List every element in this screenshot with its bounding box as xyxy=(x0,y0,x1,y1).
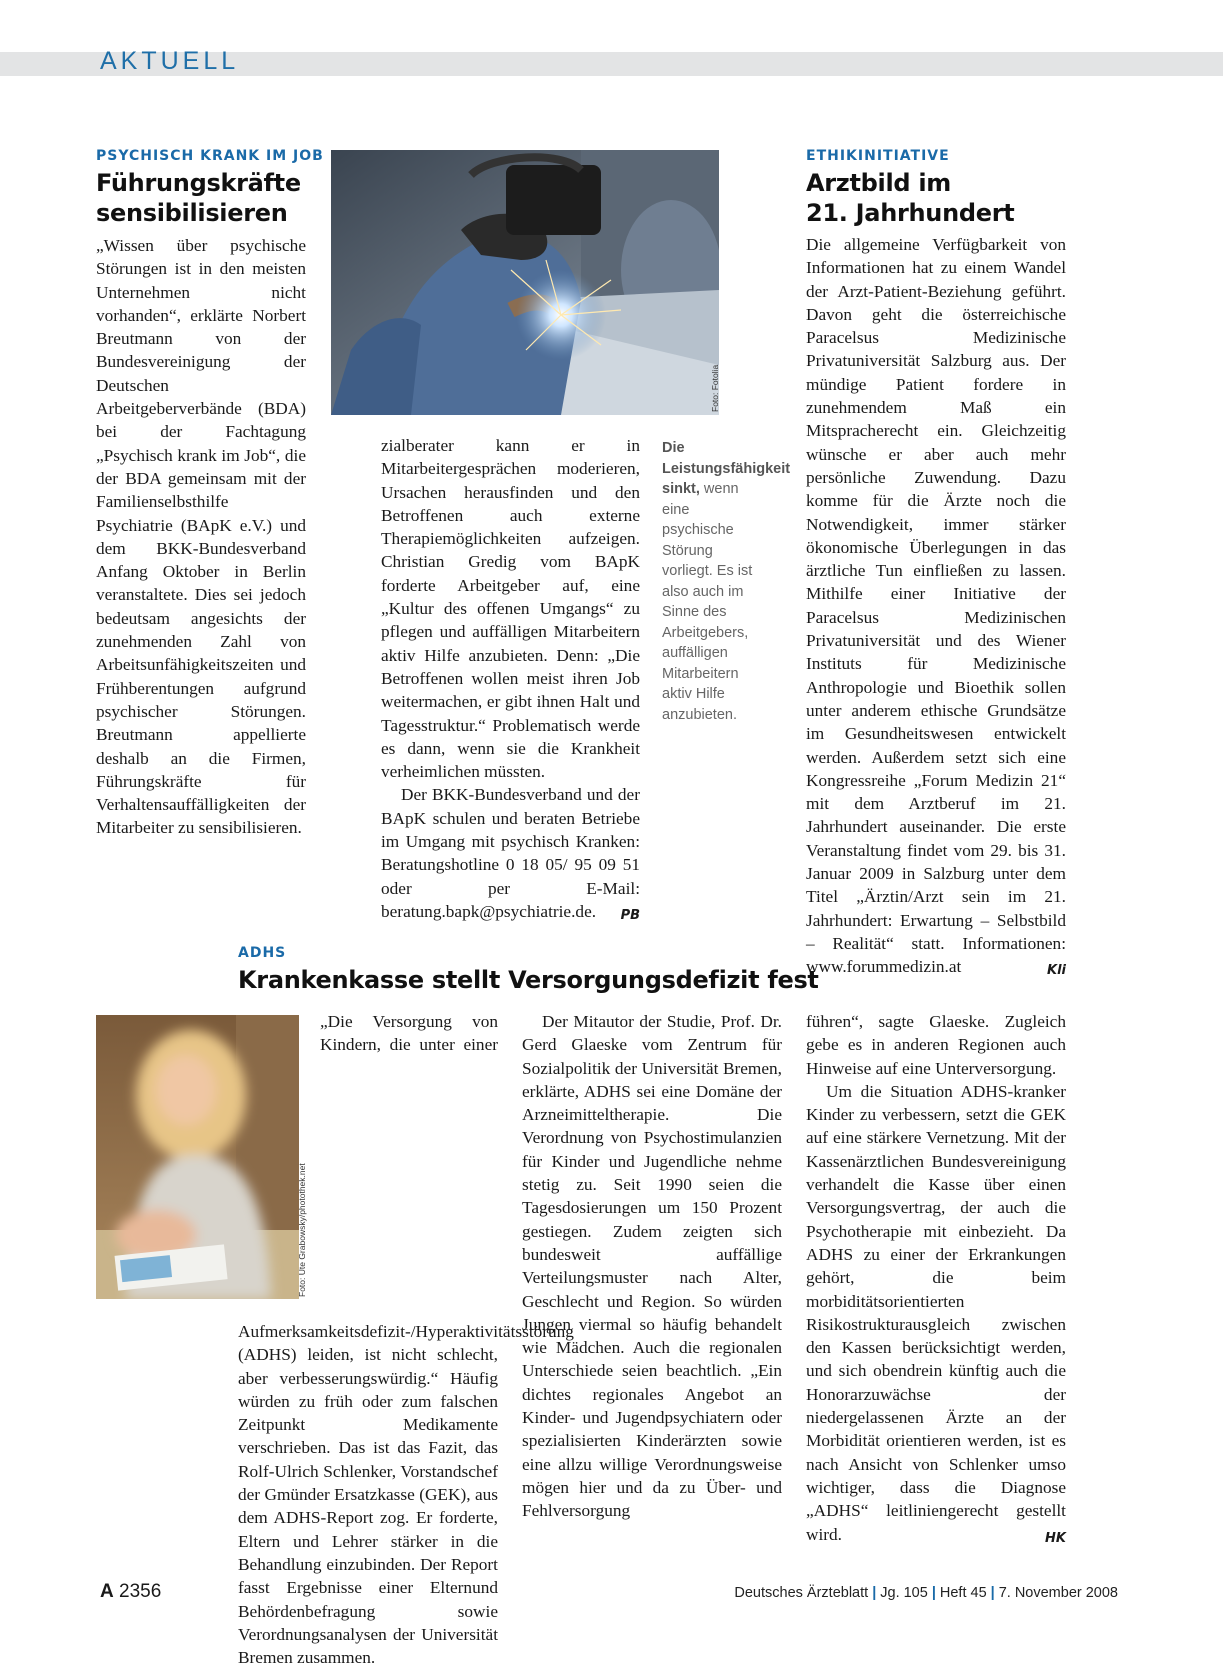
article3-headline: Krankenkasse stellt Versorgungsdefizit fest xyxy=(238,966,819,994)
article1-photo-credit: Foto: Fotolia xyxy=(710,364,720,412)
page-number-value: 2356 xyxy=(119,1581,162,1602)
article2-body xyxy=(806,233,1066,983)
article1-col2-p1: zialberater kann er in Mitarbeitergesprächen moderieren, Ursachen herausfinden und den Betroffenen auch externe Therapiemöglichkeiten aufzeigen. Christian Gredig vom BApK forderte Arbeitgeber auf, eine „Kultur des offenen Umgangs“ zu pflegen und auffälligen Mitarbeitern aktiv Hilfe anzubieten. Denn: „Die Betroffenen wollen meist ihren Job weitermachen, er gibt ihnen Halt und Tagesstruktur.“ Problematisch werde es dann, wenn sie die Krankheit verheimlichen müssten. xyxy=(381,436,640,782)
article3-col1-text: „Die Versorgung von Kindern, die unter einer Aufmerksamkeitsdefizit-/Hyperaktivitätsstörung (ADHS) leiden, ist nicht schlecht, aber verbesserungswürdig.“ Häufig würden zu früh oder zum falschen Zeitpunkt Medikamente verschrieben. Das ist das Fazit, das Rolf-Ulrich Schlenker, Vorstandschef der Gmünder Ersatzkasse (GEK), aus dem ADHS-Report zog. Er forderte, Eltern und Lehrer stärker in die Behandlung einzubinden. Der Report fasst Ergebnisse einer Elternund Behördenbefragung sowie Verordnungsanalysen der Universität Bremen zusammen. xyxy=(238,1012,574,1668)
article2-text-body: Die allgemeine Verfügbarkeit von Informationen hat zu einem Wandel der Arzt-Patient-Beziehung geführt. Davon geht die österreichische Paracelsus Medizinische Privatuniversität Salzburg aus. Der mündige Patient fordere in zunehmendem Maß ein Mitspracherecht ein. Gleichzeitig wünsche er aber auch mehr persönliche Zuwendung. Dazu komme für die Ärzte noch die Notwendigkeit, immer stärker ökonomische Überlegungen in das ärztliche Tun einfließen zu lassen. Mithilfe einer Initiative der Paracelsus Medizinischen Privatuniversität und des Wiener Instituts für Medizinische Anthropologie und Bioethik sollen unter anderem ethische Grundsätze im Gesundheitswesen entwickelt werden. Außerdem setzt sich eine Kongressreihe „Forum Medizin 21“ mit dem Arztberuf im 21. Jahrhundert auseinander. Die erste Veranstaltung findet vom 29. bis 31. Januar 2009 in Salzburg unter dem Titel „Ärztin/Arzt sein im 21. Jahrhundert: Erwartung – Selbstbild – Realität“ statt. Informationen: www.forummedizin.at xyxy=(806,235,1066,977)
article3-column1 xyxy=(238,1010,574,1669)
journal-issue: Heft 45 xyxy=(939,1585,987,1601)
separator-3: | xyxy=(990,1585,995,1601)
article2-author: Kli xyxy=(1047,963,1066,979)
article3-col2-text: Der Mitautor der Studie, Prof. Dr. Gerd Glaeske vom Zentrum für Sozialpolitik der Universität Bremen, erklärte, ADHS sei eine Domäne der Arzneimitteltherapie. Die Verordnung von Psychostimulanzien für Kinder und Jugendliche nehme stetig zu. Seit 1990 seien die Tagesdosierungen um 150 Prozent gestiegen. Zudem zeigten sich bundesweit auffällige Verteilungsmuster nach Alter, Geschlecht und Region. So würden Jungen viermal so häufig behandelt wie Mädchen. Auch die regionalen Unterschiede seien beachtlich. „Ein dichtes regionales Angebot an Kinder- und Jugendpsychiatern oder spezialisierten Kinderärzten sowie eine allzu willige Verordnungsweise mögen hier und da zu Über- und Fehlversorgung xyxy=(522,1012,782,1521)
photo-wrap-spacer xyxy=(238,1010,320,1320)
article1-author: PB xyxy=(620,907,640,923)
article2-headline-line1: Arztbild im xyxy=(806,169,951,197)
article1-kicker: PSYCHISCH KRANK IM JOB xyxy=(96,148,324,164)
journal-date: 7. November 2008 xyxy=(998,1585,1118,1601)
journal-name: Deutsches Ärzteblatt xyxy=(734,1585,869,1601)
article1-column2 xyxy=(381,434,640,927)
article1-col1-intro: „Wissen über psychische Störungen ist in den meisten Unternehmen nicht vorhanden“, erklärte Norbert Breutmann von der Bundesvereinigung der Deutschen Arbeitgeberverbände (BDA) bei der Fachtagung „Psychisch krank im Job“, die der BDA gemeinsam mit der Familienselbsthilfe Psychiatrie (BApK e.V.) und dem BKK-Bundesverband Anfang Oktober in Berlin veranstaltete. Dies sei jedoch bedeutsam angesichts der zunehmenden Zahl von Arbeitsunfähigkeitszeiten und Frühberentungen aufgrund psychischer Störungen. Breutmann appellierte deshalb an die Firmen, Führungskräfte für Verhaltensauffälligkeiten der Mitarbeiter zu sensibilisieren. xyxy=(96,236,306,838)
article1-headline-line2: sensibilisieren xyxy=(96,199,288,227)
article1-col2-p2 xyxy=(381,783,640,923)
section-label: AKTUELL xyxy=(100,47,240,75)
article2-text xyxy=(806,233,1066,979)
article2-headline xyxy=(806,168,1086,228)
article1-caption xyxy=(662,438,791,725)
article1-column1 xyxy=(96,234,357,840)
article1-caption-bold: Die Leistungsfähigkeit sinkt, xyxy=(662,440,791,497)
separator-2: | xyxy=(931,1585,936,1601)
article3-column2 xyxy=(522,1010,782,1523)
journal-volume: Jg. 105 xyxy=(880,1585,928,1601)
welding-photo xyxy=(331,150,719,415)
article3-author: HK xyxy=(1045,1530,1066,1546)
article3-photo-credit: Foto: Ute Grabowsky/photothek.net xyxy=(297,1163,307,1297)
article2-kicker: ETHIKINITIATIVE xyxy=(806,148,950,164)
article3-col3-p1: führen“, sagte Glaeske. Zugleich gebe es in anderen Regionen auch Hinweise auf eine Unterversorgung. xyxy=(806,1012,1066,1078)
article1-headline-line1: Führungskräfte xyxy=(96,169,301,197)
article3-col3-p2-text: Um die Situation ADHS-kranker Kinder zu verbessern, setzt die GEK auf eine stärkere Vernetzung. Mit der Kassenärztlichen Bundesvereinigung verhandelt die Kasse über einen Versorgungsvertrag, der auch die Psychotherapie mit einbezieht. Da ADHS zu einer der Erkrankungen gehört, die beim morbiditätsorientierten Risikostrukturausgleich zwischen den Kassen berücksichtigt werden, und sich obendrein künftig auch die Honorarzuwächse der niedergelassenen Ärzte an der Morbidität orientieren werden, ist es nach Ansicht von Schlenker umso wichtiger, dass die Diagnose „ADHS“ leitliniengerecht gestellt wird. xyxy=(806,1081,1066,1544)
article3-kicker: ADHS xyxy=(238,945,287,961)
article1-col2-p2-text: Der BKK-Bundesverband und der BApK schulen und beraten Betriebe im Umgang mit psychisch Kranken: Beratungshotline 0 18 05/ 95 09 51 oder per E-Mail: beratung.bapk@psychiatrie.de. xyxy=(381,785,640,921)
article3-col3-p2 xyxy=(806,1080,1066,1546)
article1-caption-text: wenn eine psychische Störung vorliegt. Es ist also auch im Sinne des Arbeitgebers, auffälligen Mitarbeitern aktiv Hilfe anzubieten. xyxy=(662,481,753,723)
article3-column3 xyxy=(806,1010,1066,1550)
page-number xyxy=(100,1581,161,1603)
welding-photo-image xyxy=(331,150,719,415)
page-prefix: A xyxy=(100,1581,114,1602)
journal-info xyxy=(734,1585,1118,1601)
separator-1: | xyxy=(872,1585,877,1601)
article2-headline-line2: 21. Jahrhundert xyxy=(806,199,1015,227)
article1-headline xyxy=(96,168,326,228)
